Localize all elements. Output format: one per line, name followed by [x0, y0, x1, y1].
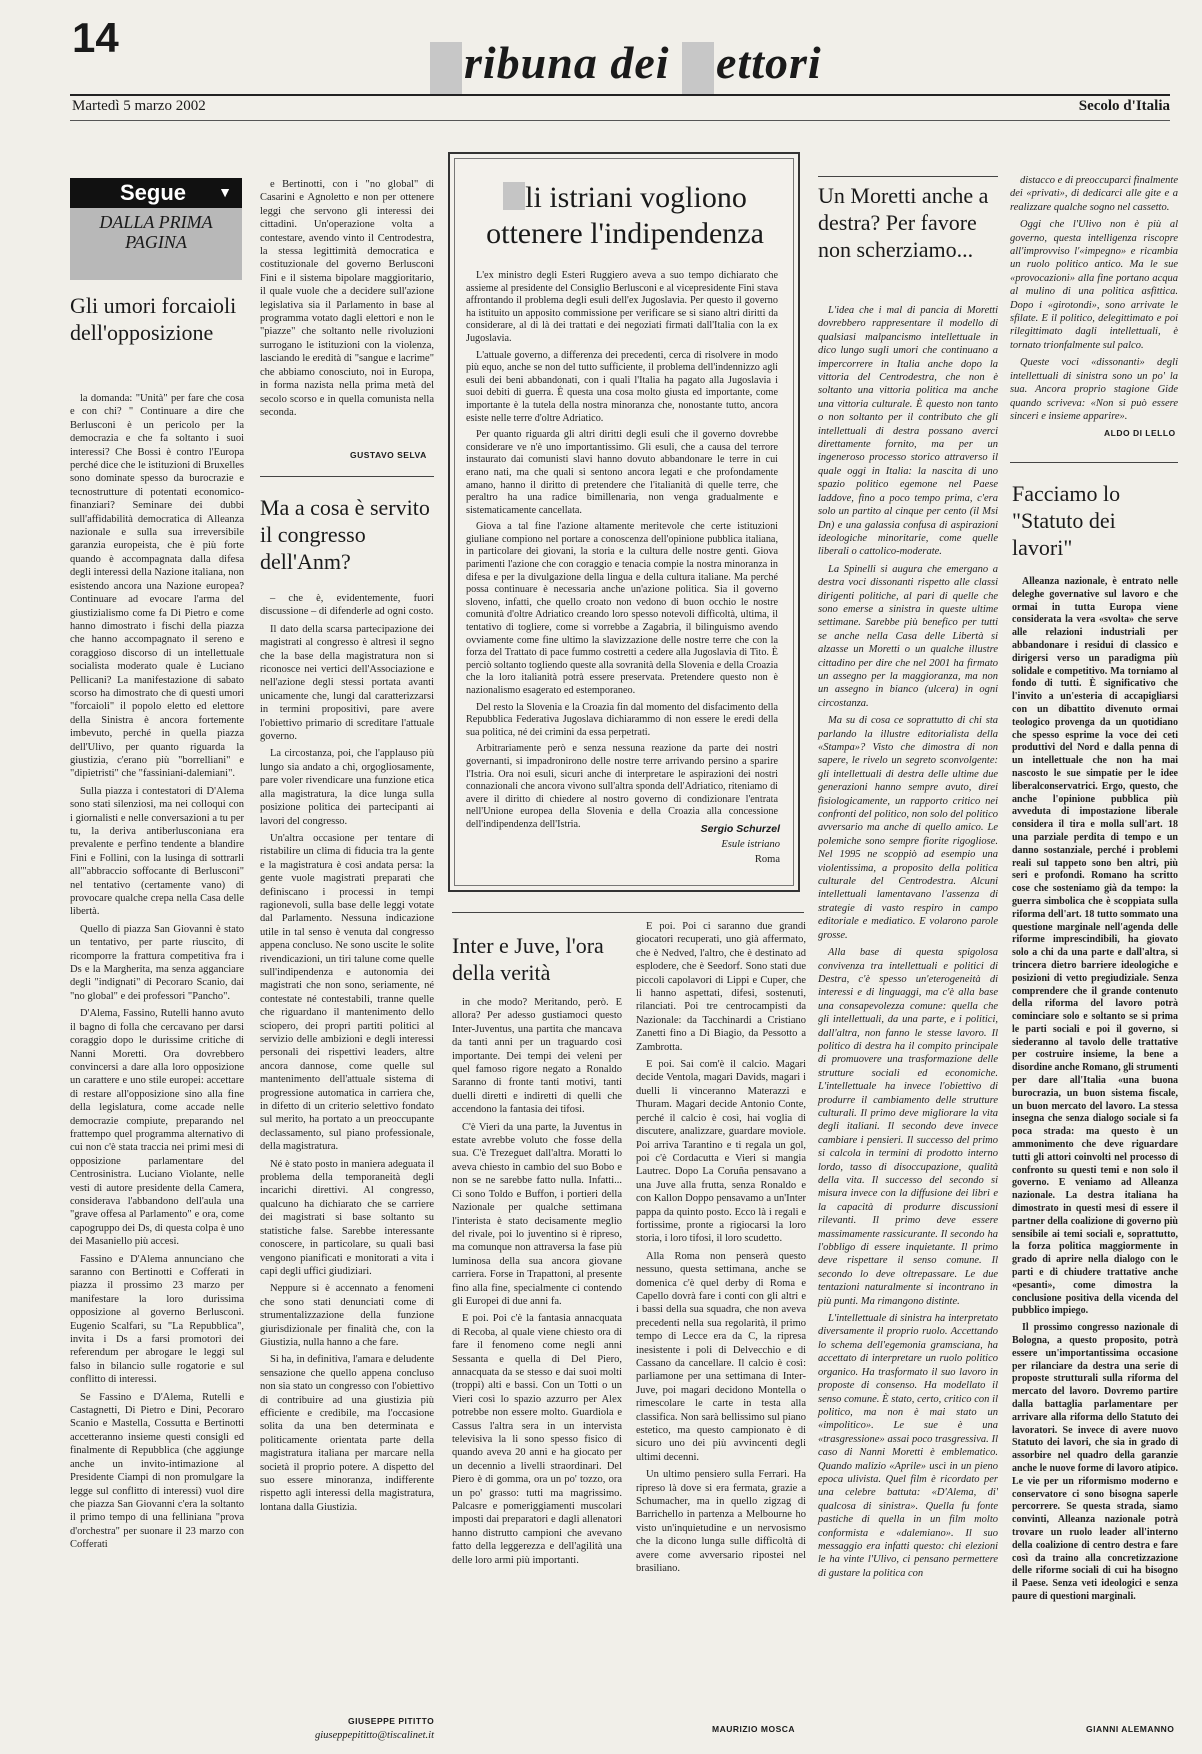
segue-banner: Segue ▼ — [70, 178, 242, 208]
author: GIUSEPPE PITITTO — [348, 1716, 435, 1726]
divider — [818, 176, 998, 177]
newspaper-name: Secolo d'Italia — [1078, 98, 1170, 114]
article-body-cont: E poi. Poi ci saranno due grandi giocatori recuperati, uno già affermato, che è Nedved, l'altro, che è destinato ad esplodere, che è Seedorf. Sono stati due piccoli capolavori di Lippi e Cuper, che li hanno aspettati, difesi, sostenuti, rilanciati. Poi tre centrocampisti da Nazionale: da Tacchinardi a Cristiano Zanetti fino a Di Biagio, da Pessotto a Zambrotta. E poi. Sai com'è il calcio. Magari decide Ventola, magari Davids, magari i duelli li vinceranno Materazzi e Thuram. Magari decide Antonio Conte, perché il calcio è così, hai voglia di discutere, analizzare, guardare moviole. Poi arriva Tarantino e ti regala un gol, poi c'è Cordacutta e Vieri si mangia Lautrec. Dopo La Coruña pensavano a una Juve alla frutta, senza Ronaldo e con Kallon Doppo pensavamo a un'Inter pappa da quinto posto. Ecco là i regali e fortissime, pronte a rigiocarsi la loro storia, i loro tifosi, il loro scudetto. Alla Roma non penserà questo nessuno, questa settimana, anche se domenica c'è quel derby di Roma e Capello dovrà fare i conti con gli altri e i bassi della sua squadra, che non aveva precedenti nella sua regolarità, il primo tempo di Lecce era da C, la ripresa inesistente i poli di Delvecchio e di Cassano da cancellare. Il calcio è così: parliamone per una settimana di Inter-Juve, poi magari decidono Montella o rimescolare le carte in testa alla classifica. Non sarà bellissimo sul piano estetico, ma questo campionato è di sicuro uno dei più avvincenti degli ultimi decenni. Un ultimo pensiero sulla Ferrari. Ha ripreso là dove si era fermata, grazie a Schumacher, ma in quello zigzag di Barrichello in partenza a Melbourne ho visto un'inquietudine e un nervosismo che la dicono lunga sulle difficoltà di avere come avversario ripostei nel brasiliano. — [636, 921, 806, 1575]
article-title: Facciamo lo "Statuto dei lavori" — [1012, 481, 1121, 560]
article-title: Ma a cosa è servito il congresso dell'Anm? — [260, 495, 430, 574]
issue-date: Martedì 5 marzo 2002 — [72, 98, 206, 114]
initial-block — [503, 182, 525, 210]
triangle-down-icon: ▼ — [218, 184, 232, 200]
author: GUSTAVO SELVA — [350, 450, 427, 460]
dalla-prima-pagina: DALLA PRIMA PAGINA — [70, 208, 242, 280]
header-rule — [70, 94, 1170, 96]
article-body: – che è, evidentemente, fuori discussione – di difenderle ad ogni costo. Il dato della scarsa partecipazione dei magistrati al congresso è altresì il segno che la base della magistratura non si riconosce nei vertici dell'Associazione e nell'azione degli stessi portata avanti unicamente che, lungi dal caratterizzarsi in termini propositivi, pare avere l'obiettivo primario di screditare l'attuale governo. La circostanza, poi, che l'applauso più lungo sia andato a chi, orgogliosamente, pare voler rivendicare una funzione etica alla magistratura, la dice lunga sulla posizione politica dei partecipanti ai lavori del congresso. Un'altra occasione per tentare di ristabilire un clima di fiducia tra la gente e la magistratura è così andata persa: la gente vuole magistrati preparati che definiscano i processi in tempi ragionevoli, sulla base delle leggi votate dal Parlamento. Nessuna indicazione utile in tal senso è venuta dal congresso appena concluso. Ne sono uscite le solite rivendicazioni, un tiri talune come quelle sull'indipendenza e autonomia dei magistrati che non sono, seriamente, né contestate né contestabili, tranne quelle che riguardano il mantenimento dello sciopero, dei propri partiti politici al servizio delle ambizioni e degli interessi personali dei rispettivi leaders, altre ancora dannose, come quelle sul mantenimento dell'attuale sistema di progressione automatica in carriera che, in difetto di un criterio selettivo fondato sul merito, ha portato a un preoccupante declassamento, sul piano professionale, della magistratura. Né è stato posto in maniera adeguata il problema della temporaneità degli incarichi direttivi. Al congresso, qualcuno ha dichiarato che se carriere dei magistrati si base soltanto su statistiche false. Sarebbe interessante conoscere, in particolare, su quali basi vengono pianificati e monitorati a vita i capi degli uffici giudiziari. Neppure si è accennato a fenomeni che sono stati denunciati come di strumentalizzazione della funzione giurisdizionale per finalità che, con la Giustizia, nulla hanno a che fare. Si ha, in definitiva, l'amara e deludente sensazione che quello appena concluso non sia stato un congresso con l'obiettivo di contribuire ad una giustizia più efficiente e credibile, ma l'occasione solita da una ben determinata e politicamente orientata parte della magistratura italiana per marcare nella società il proprio potere. A dispetto del suo essere minoranza, indifferente rispetto agli interessi della magistratura, lontana dalla Giustizia. — [260, 593, 435, 1513]
initial-block — [430, 42, 462, 94]
article-body-cont: e Bertinotti, con i "no global" di Casarini e Agnoletto e non per ottenere leggi che servono gli interessi dei cittadini. Un'operazione volta a contestare, avendo vinto il Centrodestra, la stessa legittimità democratica e costituzionale del governo Berlusconi Fini e il sistema bipolare maggioritario, il quale vuole che a decidere sull'azione legislativa sia il Parlamento in base al programma votato dagli elettori e non le "piazze" che soltanto nelle rivoluzioni surrogano le istituzioni con la violenza, lasciando le eredità di "sangue e lacrime" che abbiamo conosciuto, noi in Europa, in forma nazista nella prima metà del secolo scorso e in quella comunista nella seconda. — [260, 179, 434, 418]
article-body: L'idea che i mal di pancia di Moretti dovrebbero rappresentare il modello di qualsiasi malpancismo intellettuale in dico lungo sugli umori che continuano a impercorrere in Italia anche dopo la vittoria del Centrodestra, che non è soltanto una vittoria politica ma anche una vittoria culturale. È questo non tanto o non soltanto per il contributo che gli intellettuali di destra possano averci direttamente fornito, ma per un ingenerоso processo storico attraverso il quale oggi in Italia: la nascita di uno spazio politico egemone nel Paese laddove, fino a poco tempo prima, c'era solo un partito al cinque per cento (il Msi Dn) e una galassia confusa di aspirazioni ideologiche minoritarie, come quelle liberali o cattolico-moderate. La Spinelli si augura che emergano a destra voci dissonanti rispetto alle classi dirigenti politiche, al pari di quelle che sono emerse a sinistra in queste ultime settimane. Sarebbe più benefico per tutti se anche nella Casa delle Libertà si alzasse un Moretti o un qualche illustre cittadino per dire che nel 2001 ha firmato un assegno per la maggioranza, ma non un assegno in bianco (ulcera) in ogni circostanza. Ma su di cosa ce soprattutto di chi sta parlando la illustre editorialista della «Stampa»? Visto che dimostra di non sapere, le rivelo un segreto sconvolgente: gli intellettuali di destra delle ultime due generazioni hanno sempre avuto, direi fisiologicamente, un rapporto critico nei confronti del politico, non solo del politico avversario ma anche di quello amico. Le polemiche sono sempre fiorite rigogliose. Nel 1995 ne scoppiò ad esempio una violentissima, a proposito della politica culturale del Centrodestra. Alcuni intellettuali lamentavano l'assenza di strategie di vasto respiro in campo editoriale e mediatico. E volarono parole grosse. Alla base di questa spigolosa convivenza tra intellettuali e politici di Destra, c'è spesso un'eterogeneità di interessi e di linguaggi, ma c'è alla base una consapevolezza comune: quella che gli intellettuali, da una parte, e i politici, dall'altra, non fanno le stesse lavoro. Il politico di destra ha il compito principale di promuovere una trasformazione delle strutture sociali ed economiche. L'intellettuale ha invece l'obiettivo di produrre il cambiamento delle strutture culturali. Il primo deve migliorare la vita degli italiani. Il secondo deve invece cambiare i pensieri. Il successo del primo si calcola in termini di prodotto interno lordo, tasso di disoccupazione, qualità della vita. Il successo del secondo si misura invece con la diffusione dei libri e la capacità di produrre discussioni rilevanti. Il primo deve essere massimamente rassicurante. Il secondo ha l'obbligo di essere inquietante. Il primo deve rispettare il senso comune. Il secondo lo deve oltrepassare. Le due tentazioni naturalmente si incontrano in più punti. Ma rimangono distinte. L'intellettuale di sinistra ha interpretato diversamente il proprio ruolo. Accettando lo schema dell'egemonia gramsciana, ha accettato di interpretare un ruolo politico organico. Ha trasformato il suo lavoro in proposte di consenso. Ha modellato il senso comune. È stato, certo, critico con il politico, ma non è mai stato un «impolitico». Le sue è una «trasgressione» assai poco trasgressiva. Il caso di Nanni Moretti è emblematico. Quando malizio «Aprile» uscì in un pieno epoca ulivista. Quel film è ricordato per una celebre battuta: «D'Alema, di' qualcosa di sinistra». Quella fu fonte pastiche di quella in un film molto conformista e «dalemiano». Il suo messaggio era infatti questo: chi elezioni le ha vinte l'Ulivo, ci pensano permettere di gustare la politica con — [818, 305, 998, 1579]
header-rule-2 — [70, 120, 1170, 121]
divider — [452, 912, 804, 913]
author-email: giuseppepititto@tiscalinet.it — [314, 1730, 434, 1741]
article-title: Un Moretti anche a destra? Per favore non scherziamo... — [818, 183, 989, 262]
letter-signature: Sergio Schurzel Esule istriano Roma — [700, 823, 780, 865]
article-title: Gli umori forcaioli dell'opposizione — [70, 293, 237, 345]
author: ALDO DI LELLO — [1104, 428, 1176, 438]
page-number: 14 — [72, 14, 119, 61]
author: GIANNI ALEMANNO — [1086, 1724, 1175, 1734]
article-body: la domanda: "Unità" per fare che cosa e con chi? " Continuare a dire che Berlusconi è un pericolo per la democrazia e che fa soltanto i suoi interessi? Che Bossi è contro l'Europa perché dice che le istituzioni di Bruxelles sono dominate spesso da burocrazie e tecnostrutture di potentati economico-finanziari? Seminare dei dubbi sull'affidabilità democratica di Alleanza nazionale e sulla sua irreversibile garanzia europeista, che è più forte quando è accompagnata dalla difesa degli interessi della Nazione italiana, non esistendo ancora una Nazione europea? Continuare ad evocare l'arma del giustizialismo come fa Di Pietro e come hanno dimostrato i fischi della piazza che hanno accompagnato il sereno e coraggioso discorso di un intellettuale socialista moderato quale è Luciano Pellicani? La manifestazione di sabato scorso ha dimostrato che di questi umori "forcaioli" il popolo eletto ed elettore della Sinistra è ancora fortemente imbevuto, perché in quella piazza dell'Ulivo, per quanto riguarda la giustizia, c'erano più "borrelliani" e "dipietristi" che "fassiniani-dalemiani". Sulla piazza i contestatori di D'Alema sono stati silenziosi, ma nei colloqui con i giornalisti e nelle conversazioni a tu per tu, la deriva antiberlusconiana era prevalente e perfino tendente a blandire Fini e Follini, con la lusinga di sottrarli all'"abbraccio soffocante di Berlusconi" nel tentativo (certamente vano) di provocare qualche crepa nella Casa delle libertà. Quello di piazza San Giovanni è stato un tentativo, per parte riuscito, di ricomporre la frattura competitiva fra i Ds e la Margherita, ma senza agganciare degli "indignati" di Pecoraro Scanio, dai "no global" e dei professori "Pancho". D'Alema, Fassino, Rutelli hanno avuto il bagno di folla che cercavano per darsi coraggio dopo le durissime critiche di Nanni Moretti. Ora dovrebbero convincersi a dare alla loro opposizione un carattere e uno stile europei: accettare di restare all'opposizione sino alla fine della legislatura, come accade nelle democrazie compiute, preparando nel frattempo quel programma alternativo di cui non c'è stata traccia nei primi mesi di opposizione parlamentare del Centrosinistra. Luciano Violante, nelle vesti di autore presidente della Camera, considerava l'abbandono dell'aula una "grave offesa al Parlamento" e ora, come capogruppo dei Ds, di questa colpa è uno dei Masaniello più accesi. Fassino e D'Alema annunciano che saranno con Bertinotti e Cofferati in piazza il prossimo 23 marzo per manifestare la loro durissima opposizione al governo Berlusconi. Eugenio Scalfari, su "La Repubblica", invita i Ds a farsi promotori dei referendum per abrogare le leggi sul falso in bilancio sulle rogatorie e sul conflitto di interessi. Se Fassino e D'Alema, Rutelli e Castagnetti, Di Pietro e Dini, Pecoraro Scanio e Mastella, Cossutta e Bertinotti accetteranno insieme questi consigli ed finalmente di Repubblica (che aggiunge anche un invito-intimazione al Presidente Ciampi di non promulgare la legge sul conflitto di interessi) vuol dire che piazza San Giovanni c'era la soltanto il primo tempo di una fellinianа "prova d'orchestra" per suonare il 23 marzo con Cofferati — [70, 393, 244, 1551]
letter-body: L'ex ministro degli Esteri Ruggiero aveva a suo tempo dichiarato che assieme al presidente del Consiglio Berlusconi e al vicepresidente Fini stava affrontando il problema degli esuli dell'ex Jugoslavia. Per questo il governo ha istituito un apposito commissione per verificare se si siano altri diritti da considerare, al di là dei trattati e dei negoziati firmati dall'Italia con la ex Jugoslavia. L'attuale governo, a differenza dei precedenti, cerca di risolvere in modo più equo, anche se non del tutto sufficiente, il problema dell'indennizzo agli esuli dei beni abbandonati, con i quali l'Italia ha pagato alla Jugoslavia i suoi debiti di guerra. È questa una cosa molto giusta ed importante, come importante è la tutela della nostra minoranza che, nonostante tutto, ancora esiste nelle terre d'oltre Adriatico. Per quanto riguarda gli altri diritti degli esuli che il governo dovrebbe considerare ve n'è uno importantissimo. Gli esuli, che a causa del terrore instaurato dai comunisti slavi hanno dovuto abbandonare le terre in cui erano nati, ma che quali si sentono ancora legati e che profondamente amano, hanno il diritto di pretendere che l'italianità di quelle terre, che peraltro ha una radice bimillenaria, non venga gradualmente e sistematicamente cancellata. Giova a tal fine l'azione altamente meritevole che certe istituzioni giuliane compiono nel portare a conoscenza dell'opinione pubblica italiana, in particolare dei giovani, la storia e la cultura delle nostre genti. Giova parimenti l'azione che con coraggio e tenacia compie la nostra minoranza in difesa e per la divulgazione della lingua e della cultura italiane. Ma perché possa continuare è necessaria anche un'azione politica. Sia il governo sloveno, infatti, che quello croato non vedono di buon occhio le nostre comunità d'oltre Adriatico creando loro spesso notevoli difficoltà, ultima, il tentativo di togliere, come si vorrebbe a Zagabria, il bilinguismo avendo ovviamente come fine ultimo la slavizzazione delle nostre terre che con la forza del Trattato di pace fummo costretti a cedere alla Jugoslavia di Tito. È perciò soltanto togliendo queste alla sovranità della Slovenia e della Croazia che la loro italianità potrà essere preservata. Pretendere questo non è nazionalismo esagerato ed estemporaneo. Del resto la Slovenia e la Croazia fin dal momento del disfacimento della Repubblica Federativa Jugoslava dichiarammo di non essere le eredi della sua politica, né dei crimini da essa perpetrati. Arbitrariamente però e senza nessuna reazione da parte dei nostri governanti, si impadronirono delle nostre terre arrivando persino a sparire l'Istria. Ora noi esuli, sicuri anche di interpretare le aspirazioni dei nostri connazionali che ancora vivono sull'altra sponda dell'Adriatico, riteniamo di avere il diritto di chiedere al nostro governo di condizionare l'entrata nell'Unione europea della Slovenia e della Croazia alla concessione dell'indipendenza dell'Istria. — [466, 270, 778, 830]
section-title: ribuna dei ettori — [430, 36, 822, 94]
letter-title: li istriani vogliono ottenere l'indipendenza — [486, 181, 764, 250]
divider — [260, 476, 434, 477]
initial-block — [682, 42, 714, 94]
article-body: in che modo? Meritando, però. E allora? Per adesso gustiamoci questo Inter-Juventus, una partita che mancava da tanti anni per un traguardo così importante. Dei tempi dei veleni per quel famoso rigore negato a Ronaldo Saranno di fronte tanti motivi, tanti duelli diretti e indiretti di quelli che accendono la fantasia dei tifosi. C'è Vieri da una parte, la Juventus in estate avrebbe voluto che fosse della sua. C'è Trezeguet dall'altra. Moratti lo aveva chiesto in cambio del suo Bobo e non se ne sarebbe fatto nulla. Infatti... Ci sono Toldo e Buffon, i portieri della Nazionale per qualche settimana l'interista è stato decisamente meglio del rivale, poi lo juventino si è ripreso, ma comunque non attraversa la fase più luminosa della sua ancora giovane carriera. Forse in Trapattoni, al presente fino alla fine, specialmente ci contendo gli Europei di due anni fa. E poi. Poi c'è la fantasia annacquata di Recoba, al quale viene chiesto ora di fare il fenomeno come negli anni Sessanta e quella di Del Piero, annacquata da se stesso e dai suoi molti (troppi) alti e bassi. Con un Totti o un Vieri così lo spazio azzurro per Alex potrebbe non essere molto. Guardiola e Cassus l'altra sera in un intervista televisiva la li sono spesso fisico di quando aveva 20 anni e ha giocato per un decennio a livelli straordinari. Del Piero è di gomma, ora un po' tozzo, ora un po' grasso: tutti ma magrissimo. Palcasre e pomeriggiamenti muscolari imposti dai preparatori e dagli allenatori hanno distrutto campioni che avevano fatto della leggerezza e dell'agilità una delle loro armi più importanti. — [452, 997, 622, 1566]
article-body-cont: distacco e di preoccuparci finalmente dei «privati», di dedicarci alle gite e a realizzare qualche sogno nel cassetto. Oggi che l'Ulivo non è più al governo, questa intelligenza riscopre all'improvviso l'«impegno» e ricambia un ruolo politico antico. Ma le sue «provocazioni» alla fine portano acqua al mulino di una politica asfittica. Dopo i «girotondi», sono arrivate le sfilate. E il politico, delegittimato e poi rilegittimato dagli intellettuali, è tornato trionfalmente sul palco. Queste voci «dissonanti» degli intellettuali di sinistra sono un po' la sua. Ancora proprio stagione Gide quando scriveva: «Non si può essere sinceri e insieme apparire». — [1010, 175, 1178, 422]
article-title: Inter e Juve, l'ora della verità — [452, 933, 604, 985]
divider — [1010, 462, 1178, 463]
author: MAURIZIO MOSCA — [712, 1724, 796, 1734]
article-body: Alleanza nazionale, è entrato nelle deleghe governative sul lavoro e che ormai in tutta Europa viene considerata la vera «svolta» che serve alle relazioni industriali per abbandonare i residui di classico e dirigersi verso un paradigma più solidale e competitivo. Ma torniamo al fondo di tutti. È significativo che l'invito a un'esteria di accapigliarsi con un dibattito divenuto ormai teologico provenga da un quotidiano che spesso esprime la voce dei ceti produttivi del Nord e dalla penna di un intellettuale che non ha mai nascosto le sue simpatie per le idee liberalconservatrici. Ergo, questo, che anche l'opinione pubblica più avveduta di impostazione liberale considera il tira e molla sull'art. 18 una parziale perdita di tempo e un danno sostanziale, perché i problemi reali sul tappeto sono ben altri, più seri e profondi. Romano ha scritto cose che sosteniamo già da tempo: la guerra simbolica che è scoppiata sulla riforma dell'art. 18 tutto sommato una questione marginale nell'agenda delle riforme imprescindibili, ha giovato solo a chi da una parte e dall'altra, si trincera dietro barriere ideologiche e posizioni di vetto pregiudiziale. Senza comprendere che il grande contenuto della riforma del lavoro potrà cominciare solo e soltanto se si prima le parti sociali e poi il governo, si siederanno al tavolo delle trattative per costruire insieme, la bene a disordine anche Romano, gli strumenti per dare all'Italia «una buona burocrazia, un buon sistema fiscale, un buon mercato del lavoro. La stessa insegna che senza dialogo sociale si fa poca strada: ma questo è un ammonimento che deve riguardare tutti gli attori coinvolti nel processo di confronto su questi temi e non solo il governo. E veniamo ad Alleanza nazionale. La destra italiana ha dimostrato in questi mesi di essere il partner della coalizione di governo più sensibile ai temi sociali e, soprattutto, la forza politica maggiormente in grado di aprire nella dialogo con le parti e di chiudere trattative anche «pesanti», come dimostra la conclusione positiva della vicenda del pubblico impiego. Il prossimo congresso nazionale di Bologna, a questo proposito, potrà essere un'importantissima occasione per rilanciare da destra una serie di proposte strutturali sulla riforma del mercato del lavoro. Dovremo partire dalla battaglia parlamentare per arrivare alla riforma dello Statuto dei lavoratori. Se invece di avere nuovo Statuto dei lavori, che sia in grado di assorbire nel quadro della garanzie anche le nuove forme di lavoro atipico. Le vie per un riformismo moderno e conservatore ci sono bisogna saperle percorrere. Se questa strada, siamo convinti, Alleanza nazionale potrà trovare un ruolo leader all'interno della coalizione di centro destra e fare così da traino alla concretizzazione delle riforme sociali di cui ha bisogno il Paese. Senza veti ideologici e senza paure di questioni marginali. — [1012, 576, 1178, 1602]
